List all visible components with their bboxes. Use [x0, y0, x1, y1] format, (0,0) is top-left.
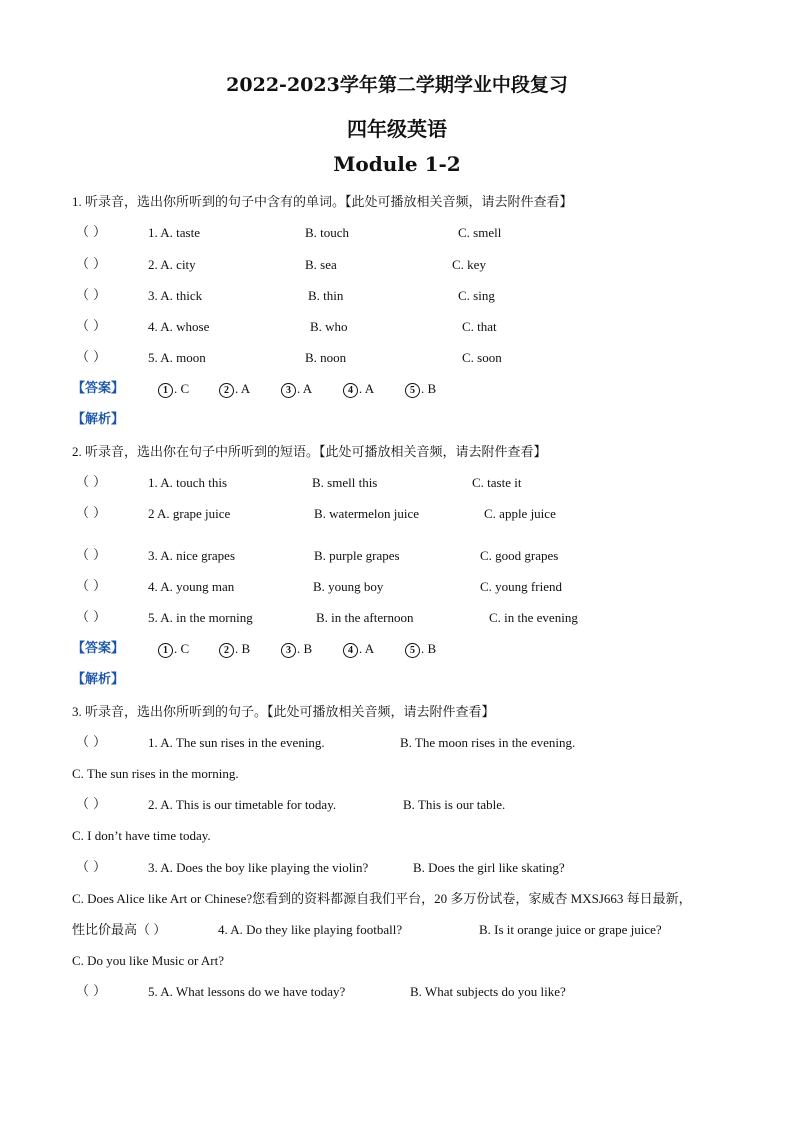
option-a: 1. A. taste	[148, 225, 200, 240]
answer-item: 2 . B	[219, 641, 250, 658]
answer-item: 3 . B	[281, 641, 312, 658]
option-c: C. in the evening	[489, 610, 578, 625]
answer-blank[interactable]: （ ）	[76, 610, 107, 625]
analysis-label: 【解析】	[72, 412, 125, 427]
option-c: C. apple juice	[484, 506, 556, 521]
option-c: C. Do you like Music or Art?	[72, 953, 225, 968]
watermark-line-end: 性比价最高（ ）	[72, 922, 167, 937]
option-c: C. good grapes	[480, 548, 559, 563]
answer-item: 1 . C	[158, 641, 189, 658]
option-a: 2. A. This is our timetable for today.	[148, 797, 337, 812]
option-c: C. key	[452, 257, 486, 272]
option-b: B. touch	[305, 225, 350, 240]
option-c: C. soon	[462, 350, 502, 365]
option-c: C. taste it	[472, 475, 522, 490]
option-b: B. Is it orange juice or grape juice?	[479, 922, 662, 937]
page-title: 2022-2023学年第二学期学业中段复习	[226, 74, 568, 96]
answer-blank[interactable]: （ ）	[76, 579, 107, 594]
option-a: 3. A. thick	[148, 288, 203, 303]
answer-blank[interactable]: （ ）	[76, 797, 107, 812]
option-c: C. that	[462, 319, 497, 334]
option-a: 2. A. city	[148, 257, 196, 272]
option-a: 1. A. The sun rises in the evening.	[148, 735, 325, 750]
option-b: B. This is our table.	[403, 797, 506, 812]
option-c: C. The sun rises in the morning.	[72, 766, 239, 781]
answer-item: 4 . A	[343, 381, 374, 398]
option-a: 4. A. Do they like playing football?	[218, 922, 403, 937]
option-b: B. in the afternoon	[316, 610, 414, 625]
answer-blank[interactable]: （ ）	[76, 288, 107, 303]
answer-label: 【答案】	[72, 381, 125, 396]
answer-item: 3 . A	[281, 381, 312, 398]
section-1-prompt: 1. 听录音，选出你所听到的句子中含有的单词。【此处可播放相关音频，请去附件查看】	[72, 194, 573, 209]
option-b: B. smell this	[312, 475, 378, 490]
answer-blank[interactable]: （ ）	[76, 860, 107, 875]
option-a: 4. A. young man	[148, 579, 235, 594]
option-b: B. purple grapes	[314, 548, 400, 563]
answer-item: 1 . C	[158, 381, 189, 398]
option-c: C. smell	[458, 225, 502, 240]
answer-blank[interactable]: （ ）	[76, 319, 107, 334]
option-a: 4. A. whose	[148, 319, 210, 334]
option-b: B. thin	[308, 288, 344, 303]
option-b: B. The moon rises in the evening.	[400, 735, 576, 750]
option-b: B. young boy	[313, 579, 384, 594]
answer-blank[interactable]: （ ）	[76, 257, 107, 272]
answer-blank[interactable]: （ ）	[76, 350, 107, 365]
option-b: B. What subjects do you like?	[410, 984, 566, 999]
option-a: 5. A. What lessons do we have today?	[148, 984, 346, 999]
option-b: B. watermelon juice	[314, 506, 420, 521]
section-3-prompt: 3. 听录音，选出你所听到的句子。【此处可播放相关音频，请去附件查看】	[72, 704, 495, 719]
option-b: B. sea	[305, 257, 337, 272]
answer-item: 5 . B	[405, 381, 436, 398]
option-a: 3. A. Does the boy like playing the violin?	[148, 860, 369, 875]
answer-item: 5 . B	[405, 641, 436, 658]
option-b: B. who	[310, 319, 348, 334]
option-b: B. noon	[305, 350, 347, 365]
section-2-prompt: 2. 听录音，选出你在句子中所听到的短语。【此处可播放相关音频，请去附件查看】	[72, 444, 547, 459]
option-c: C. young friend	[480, 579, 562, 594]
answer-blank[interactable]: （ ）	[76, 735, 107, 750]
answer-blank[interactable]: （ ）	[76, 548, 107, 563]
option-c: C. Does Alice like Art or Chinese?您看到的资料都源自我们平台，20 多万份试卷，家威杏 MXSJ663 每日最新，	[72, 891, 692, 906]
answer-label: 【答案】	[72, 641, 125, 656]
option-a: 1. A. touch this	[148, 475, 228, 490]
page-subtitle: 四年级英语	[347, 117, 447, 141]
answer-blank[interactable]: （ ）	[76, 506, 107, 521]
option-c: C. I don’t have time today.	[72, 828, 211, 843]
answer-item: 4 . A	[343, 641, 374, 658]
answer-blank[interactable]: （ ）	[76, 225, 107, 240]
option-b: B. Does the girl like skating?	[413, 860, 565, 875]
module-heading: Module 1-2	[333, 152, 461, 176]
option-c: C. sing	[458, 288, 495, 303]
answer-blank[interactable]: （ ）	[76, 475, 107, 490]
option-a: 2 A. grape juice	[148, 506, 231, 521]
option-a: 5. A. in the morning	[148, 610, 253, 625]
option-a: 5. A. moon	[148, 350, 206, 365]
answer-item: 2 . A	[219, 381, 250, 398]
answer-blank[interactable]: （ ）	[76, 984, 107, 999]
option-a: 3. A. nice grapes	[148, 548, 236, 563]
analysis-label: 【解析】	[72, 672, 125, 687]
